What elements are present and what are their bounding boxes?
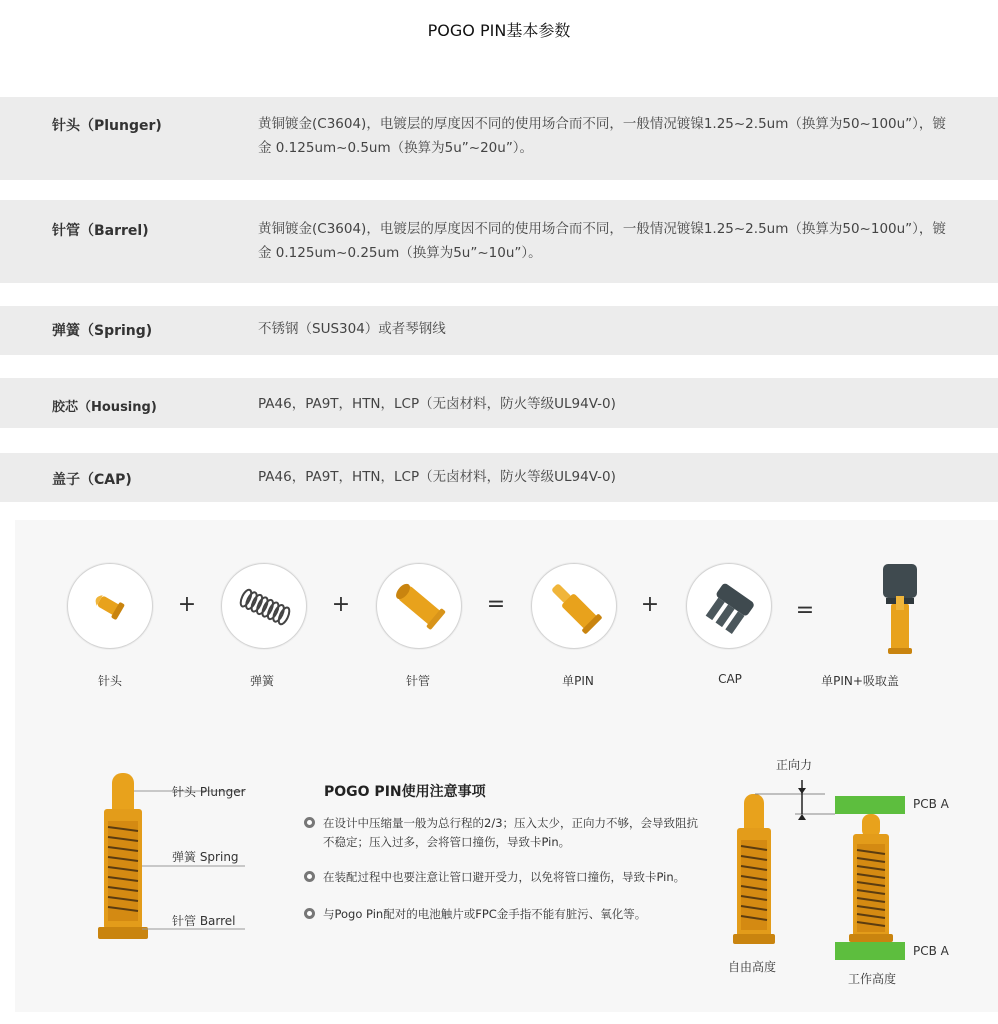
spring-image — [221, 563, 307, 649]
param-desc: 黄铜镀金(C3604)，电镀层的厚度因不同的使用场合而不同，一般情况镀镍1.25~2.5um（换算为50~100u”），镀金 0.125um~0.5um（换算为5u”~20u”）。 — [258, 116, 946, 156]
label-single-pin: 单PIN — [562, 674, 594, 688]
label-pin-with-cap: 单PIN+吸取盖 — [821, 674, 899, 688]
label-plunger: 针头 — [97, 674, 122, 688]
equals-sign: = — [795, 598, 815, 623]
bullet-icon — [304, 908, 315, 919]
param-row-spring — [0, 306, 998, 355]
label-cap: CAP — [718, 672, 742, 686]
notes-title: POGO PIN使用注意事项 — [324, 784, 486, 800]
param-row-plunger — [0, 97, 998, 180]
equals-sign: = — [486, 592, 506, 617]
note-text: 在装配过程中也要注意让管口避开受力，以免将管口撞伤，导致卡Pin。 — [323, 870, 686, 884]
param-name: 针头（Plunger) — [52, 118, 162, 134]
param-name: 胶芯（Housing) — [52, 400, 157, 415]
plus-sign: + — [640, 592, 660, 617]
param-desc: 黄铜镀金(C3604)，电镀层的厚度因不同的使用场合而不同，一般情况镀镍1.25~2.5um（换算为50~100u”），镀金 0.125um~0.25um（换算为5u”~10u”）。 — [258, 221, 946, 261]
cap-image — [686, 563, 772, 649]
single-pin-image — [531, 563, 617, 649]
bullet-icon — [304, 871, 315, 882]
plunger-image — [67, 563, 153, 649]
param-desc: PA46，PA9T，HTN，LCP（无卤材料，防火等级UL94V-0) — [258, 396, 616, 412]
param-name: 针管（Barrel) — [52, 223, 149, 239]
param-row-barrel — [0, 200, 998, 283]
structure-label-barrel: 针管 Barrel — [172, 914, 236, 928]
page-title: POGO PIN基本参数 — [427, 21, 571, 40]
structure-label-plunger: 针头 Plunger — [172, 785, 246, 799]
pcb-bottom-label: PCB A — [913, 944, 949, 958]
plus-sign: + — [331, 592, 351, 617]
param-desc: PA46，PA9T，HTN，LCP（无卤材料，防火等级UL94V-0) — [258, 469, 616, 485]
free-height-label: 自由高度 — [728, 960, 777, 974]
label-spring: 弹簧 — [249, 674, 274, 688]
plus-sign: + — [177, 592, 197, 617]
label-barrel: 针管 — [405, 674, 430, 688]
note-text: 与Pogo Pin配对的电池触片或FPC金手指不能有脏污、氧化等。 — [323, 907, 647, 921]
param-name: 盖子（CAP) — [52, 472, 132, 488]
work-height-label: 工作高度 — [848, 972, 897, 986]
param-row-cap — [0, 453, 998, 502]
pcb-top-label: PCB A — [913, 797, 949, 811]
pin-with-cap-image — [876, 560, 926, 660]
barrel-image — [376, 563, 462, 649]
force-label: 正向力 — [776, 758, 813, 772]
structure-label-spring: 弹簧 Spring — [172, 850, 239, 864]
bullet-icon — [304, 817, 315, 828]
param-desc: 不锈钢（SUS304）或者琴钢线 — [258, 321, 446, 337]
param-row-housing — [0, 378, 998, 428]
param-name: 弹簧（Spring) — [52, 323, 153, 339]
note-text: 在设计中压缩量一般为总行程的2/3；压入太少，正向力不够，会导致阻抗不稳定；压入过多，会将管口撞伤，导致卡Pin。 — [323, 816, 699, 849]
